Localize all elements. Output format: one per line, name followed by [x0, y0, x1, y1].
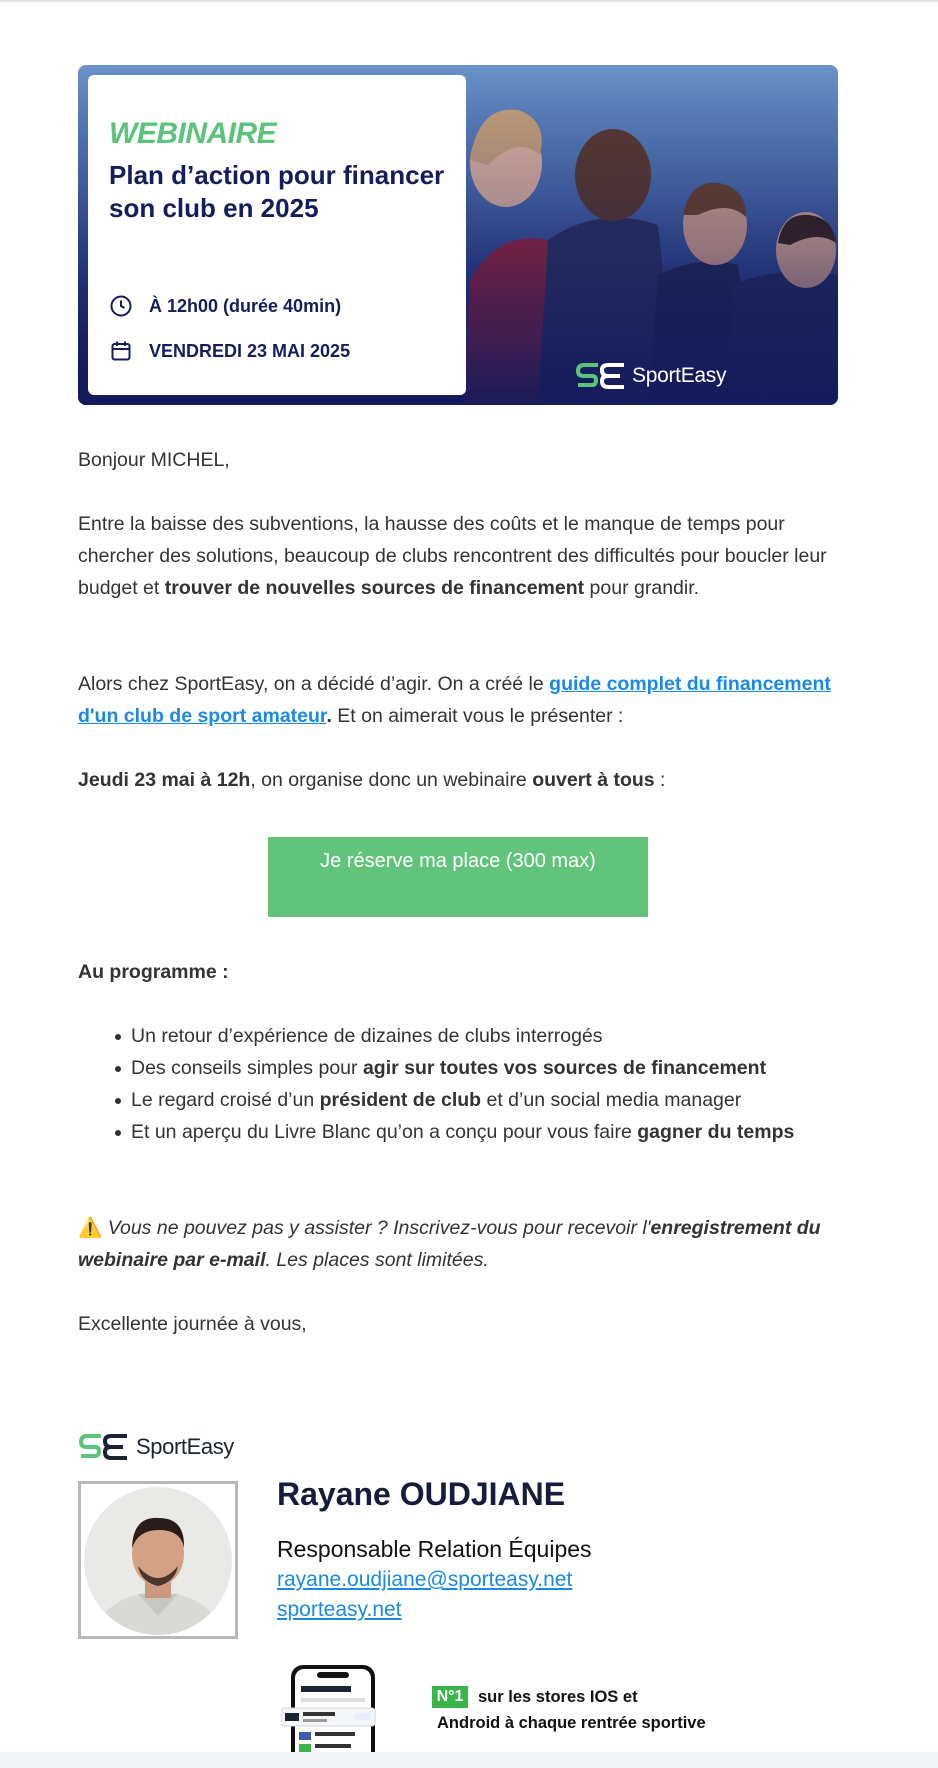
event-date: Jeudi 23 mai à 12h [78, 769, 251, 791]
signature-brand-name: SportEasy [136, 1434, 234, 1459]
guide-paragraph: Alors chez SportEasy, on a décidé d’agir. On a créé le guide complet du financement d'un club de sport amateur. Et on aimerait vous le présenter : [78, 673, 831, 727]
warning-icon: ⚠️ [78, 1217, 103, 1239]
event-open: ouvert à tous [532, 769, 655, 791]
clock-icon [109, 294, 133, 318]
banner-brand-logo [576, 363, 726, 389]
webinar-eyebrow: WEBINAIRE [109, 117, 277, 150]
webinar-time-row [109, 294, 341, 318]
webinar-time: À 12h00 (durée 40min) [149, 295, 342, 316]
closing: Excellente journée à vous, [78, 1313, 307, 1335]
guide-link[interactable]: guide complet du financement d'un club de sport amateur [78, 673, 831, 727]
signature-name: Rayane OUDJIANE [277, 1476, 566, 1512]
program-title: Au programme : [78, 961, 229, 983]
list-item: Et un aperçu du Livre Blanc qu’on a conçu pour vous faire gagner du temps [131, 1116, 851, 1148]
sporteasy-logo-icon [576, 363, 626, 389]
reserve-spot-button[interactable]: Je réserve ma place (300 max) [268, 837, 648, 917]
app-screenshot-icon [281, 1664, 381, 1752]
signature-email-link[interactable]: rayane.oudjiane@sporteasy.net [277, 1568, 573, 1591]
webinar-date: VENDREDI 23 MAI 2025 [149, 340, 351, 361]
intro-highlight: trouver de nouvelles sources de financement [164, 577, 585, 599]
event-paragraph: Jeudi 23 mai à 12h, on organise donc un webinaire ouvert à tous : [78, 769, 666, 791]
greeting: Bonjour MICHEL, [78, 449, 230, 471]
signature-role: Responsable Relation Équipes [277, 1536, 592, 1562]
footer-strip [0, 1752, 938, 1768]
store-ranking-line1: sur les stores IOS et [478, 1688, 638, 1706]
list-item: Le regard croisé d’un président de club et d’un social media manager [131, 1084, 851, 1116]
avatar-portrait [83, 1486, 233, 1636]
store-ranking-line2: Android à chaque rentrée sportive [437, 1714, 706, 1732]
list-item: Un retour d’expérience de dizaines de clubs interrogés [131, 1020, 851, 1052]
intro-paragraph: Entre la baisse des subventions, la hausse des coûts et le manque de temps pour chercher des solutions, beaucoup de clubs rencontrent des difficultés pour boucler leur budget et trouver de nouvelles sources de financement pour grandir. [78, 513, 827, 599]
webinar-banner[interactable] [78, 65, 838, 405]
banner-brand-name: SportEasy [632, 364, 727, 387]
sporteasy-logo-icon [78, 1434, 130, 1460]
webinar-info-card [88, 75, 466, 395]
signature-brand-logo [78, 1434, 234, 1460]
program-list [131, 1020, 851, 1148]
warning-highlight: enregistrement du webinaire par e-mail [78, 1217, 821, 1271]
warning-paragraph: ⚠️ Vous ne pouvez pas y assister ? Inscrivez-vous pour recevoir l'enregistrement du webinaire par e-mail. Les places sont limitées. [78, 1217, 821, 1271]
signature-website-link[interactable]: sporteasy.net [277, 1598, 402, 1621]
avatar [78, 1481, 238, 1639]
top-divider [0, 0, 938, 2]
webinar-date-row [109, 339, 350, 363]
calendar-icon [109, 339, 133, 363]
list-item: Des conseils simples pour agir sur toutes vos sources de financement [131, 1052, 851, 1084]
webinar-title: Plan d’action pour financer son club en 2025 [109, 160, 445, 223]
ranking-badge: N°1 [432, 1686, 468, 1708]
